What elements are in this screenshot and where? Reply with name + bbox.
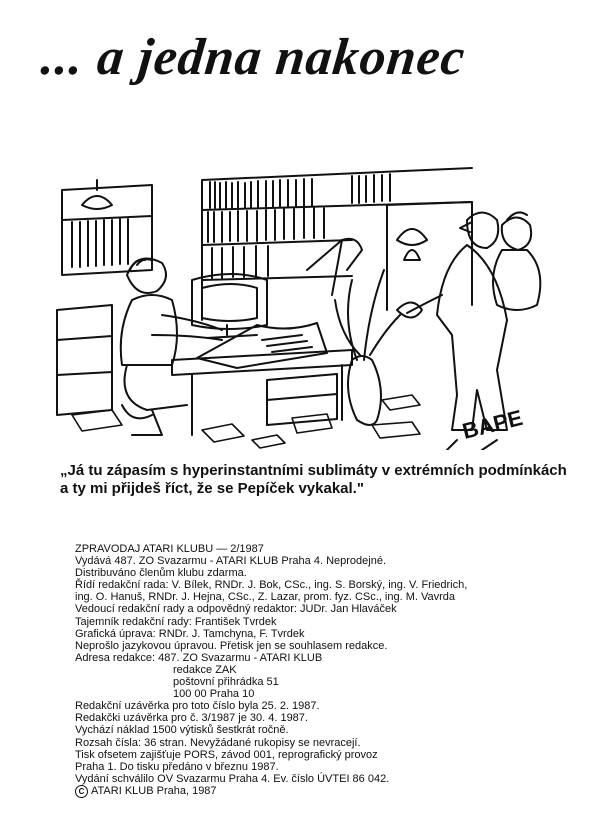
address-line-4: 100 00 Praha 10 [173, 688, 255, 701]
imprint-chief-editor: Vedoucí redakční rady a odpovědný redaktor: JUDr. Jan Hlaváček [75, 603, 397, 616]
imprint-board-1: Řídí redakční rada: V. Bílek, RNDr. J. Bok, CSc., ing. S. Borský, ing. V. Friedrich, [75, 579, 468, 592]
imprint-deadline-this: Redakční uzávěrka pro toto číslo byla 25. 2. 1987. [75, 700, 320, 713]
imprint-copyright [75, 785, 555, 798]
copyright-text: ATARI KLUB Praha, 1987 [91, 785, 217, 798]
imprint-deadline-next: Redakčki uzávěrka pro č. 3/1987 je 30. 4. 1987. [75, 712, 308, 725]
imprint-board-2: ing. O. Hanuš, RNDr. J. Hejna, CSc., Z. Lazar, prom. fyz. CSc., ing. M. Vavrda [75, 591, 456, 604]
imprint-circulation: Vychází náklad 1500 výtisků šestkrát ročně. [75, 724, 289, 737]
imprint-distribution: Distribuváno členům klubu zdarma. [75, 567, 247, 580]
caption-line-1: „Já tu zápasím s hyperinstantními sublimáty v extrémních podmínkách [60, 462, 567, 479]
imprint-print-2: Praha 1. Do tisku předáno v březnu 1987. [75, 760, 279, 773]
caption-line-2: a ty mi přijdeš říct, že se Pepíček vykakal." [60, 480, 364, 497]
imprint-block [75, 543, 555, 798]
imprint-pages: Rozsah čísla: 36 stran. Nevyžádané rukopisy se nevracejí. [75, 736, 361, 749]
imprint-publisher: Vydává 487. ZO Svazarmu - ATARI KLUB Praha 4. Neprodejné. [75, 555, 386, 568]
imprint-approval: Vydání schválilo OV Svazarmu Praha 4. Ev. číslo ÚVTEI 86 042. [75, 772, 390, 785]
address-line-2: redakce ZAK [173, 663, 237, 676]
page-heading: ... a jedna nakonec [38, 29, 469, 86]
imprint-title: ZPRAVODAJ ATARI KLUBU — 2/1987 [75, 543, 264, 555]
imprint-print-1: Tisk ofsetem zajišťuje PORS, závod 001, reprografický provoz [75, 748, 378, 761]
address-line-1: Adresa redakce: 487. ZO Svazarmu - ATARI KLUB [75, 651, 323, 664]
imprint-address [75, 652, 555, 700]
cartoon-signature: BAPE [459, 404, 526, 444]
cartoon-caption [60, 462, 567, 498]
copyright-icon: C [75, 785, 88, 798]
cartoon-illustration [52, 150, 562, 450]
typing-person-drawing [121, 259, 222, 435]
imprint-secretary: Tajemník redakční rady: František Tvrdek [75, 615, 277, 628]
potted-plant-drawing [335, 270, 400, 425]
floor-papers-drawing [72, 395, 420, 448]
imprint-proofing: Neprošlo jazykovou úpravou. Přetisk jen se souhlasem redakce. [75, 639, 388, 652]
address-line-3: poštovní přihrádka 51 [173, 676, 279, 689]
imprint-graphics: Grafická úprava: RNDr. J. Tamchyna, F. Tvrdek [75, 627, 305, 640]
